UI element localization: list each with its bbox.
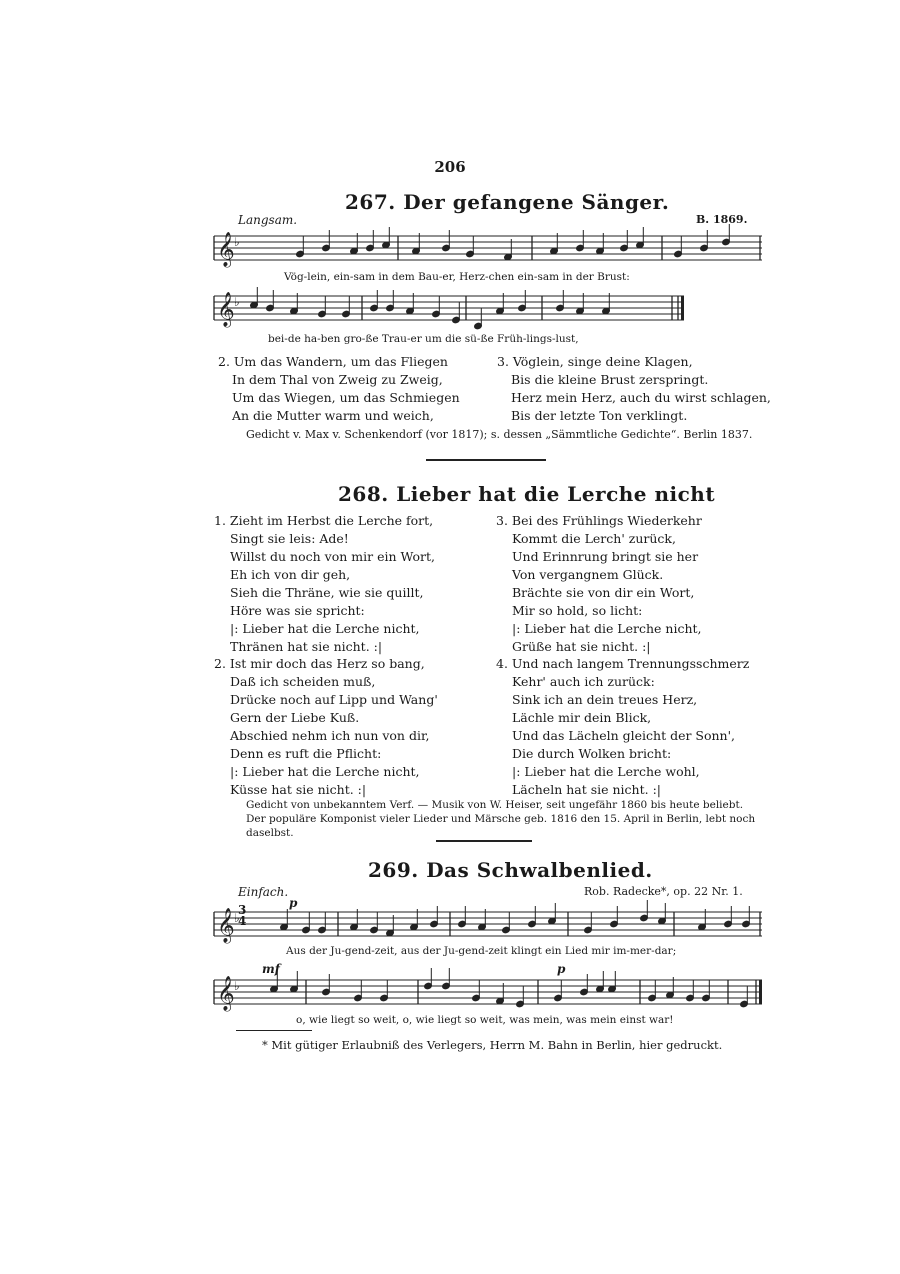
stanza-line: Thränen hat sie nicht. :| xyxy=(230,639,383,654)
stanza-line: 3. Vöglein, singe deine Klagen, xyxy=(497,354,693,369)
section-divider xyxy=(426,459,546,461)
stanza-line: Abschied nehm ich nun von dir, xyxy=(230,728,430,743)
dynamic-mf: mf xyxy=(262,962,280,976)
song-269-staff-2 xyxy=(214,976,762,1010)
stanza-line: Lächle mir dein Blick, xyxy=(512,710,652,725)
song-269-lyrics-line-2: o, wie liegt so weit, o, wie liegt so weit, was mein, was mein einst war! xyxy=(296,1014,674,1026)
stanza-line: Gern der Liebe Kuß. xyxy=(230,710,360,725)
song-267-composer: B. 1869. xyxy=(696,213,748,226)
stanza-line: Eh ich von dir geh, xyxy=(230,567,351,582)
stanza-line: Singt sie leis: Ade! xyxy=(230,531,349,546)
song-267-heading xyxy=(345,190,669,214)
stanza-line: Kehr' auch ich zurück: xyxy=(512,674,655,689)
time-signature-bottom: 4 xyxy=(238,914,247,928)
flat-sign-icon: ♭ xyxy=(234,295,240,309)
flat-sign-icon: ♭ xyxy=(234,979,240,993)
dynamic-p-1: p xyxy=(289,896,298,910)
stanza-line: Bis der letzte Ton verklingt. xyxy=(511,408,688,423)
stanza-line: Und Erinnrung bringt sie her xyxy=(512,549,699,564)
stanza-line: Sieh die Thräne, wie sie quillt, xyxy=(230,585,424,600)
stanza-line: Die durch Wolken bricht: xyxy=(512,746,672,761)
stanza-line: Herz mein Herz, auch du wirst schlagen, xyxy=(511,390,771,405)
time-signature-top: 3 xyxy=(238,903,247,917)
song-268-footnote: Gedicht von unbekanntem Verf. — Musik von W. Heiser, seit ungefähr 1860 bis heute beliebt. Der populäre Komponist vieler Lieder und Märsche geb. 1816 den 15. April in Berlin, lebt noch daselbst. xyxy=(246,799,756,839)
song-267-footnote: Gedicht v. Max v. Schenkendorf (vor 1817); s. dessen „Sämmtliche Gedichte“. Berlin 1837. xyxy=(246,428,753,441)
stanza-line: 1. Zieht im Herbst die Lerche fort, xyxy=(214,513,434,528)
song-269-staff-1 xyxy=(214,908,762,942)
song-268-stanza-2 xyxy=(214,655,438,799)
stanza-line: Mir so hold, so licht: xyxy=(512,603,643,618)
song-269-heading xyxy=(368,858,653,882)
stanza-line: 4. Und nach langem Trennungsschmerz xyxy=(496,656,750,671)
footnote-divider xyxy=(236,1030,312,1031)
song-268-number: 268. xyxy=(338,482,389,506)
stanza-line: |: Lieber hat die Lerche wohl, xyxy=(512,764,700,779)
stanza-line: Sink ich an dein treues Herz, xyxy=(512,692,698,707)
song-268-heading xyxy=(338,482,715,506)
stanza-line: Drücke noch auf Lipp und Wang' xyxy=(230,692,438,707)
stanza-line: In dem Thal von Zweig zu Zweig, xyxy=(232,372,443,387)
stanza-line: |: Lieber hat die Lerche nicht, xyxy=(230,621,420,636)
stanza-line: Willst du noch von mir ein Wort, xyxy=(230,549,435,564)
stanza-line: 2. Ist mir doch das Herz so bang, xyxy=(214,656,425,671)
treble-clef-icon: 𝄞 xyxy=(217,292,235,327)
song-269-composer: Rob. Radecke*, op. 22 Nr. 1. xyxy=(584,885,743,898)
stanza-line: 3. Bei des Frühlings Wiederkehr xyxy=(496,513,702,528)
stanza-line: Brächte sie von dir ein Wort, xyxy=(512,585,695,600)
song-269-title: Das Schwalbenlied. xyxy=(426,858,653,882)
song-269-lyrics-line-1: Aus der Ju-gend-zeit, aus der Ju-gend-zeit klingt ein Lied mir im-mer-dar; xyxy=(286,945,677,957)
stanza-line: Höre was sie spricht: xyxy=(230,603,365,618)
song-267-lyrics-line-1: Vög-lein, ein-sam in dem Bau-er, Herz-chen ein-sam in der Brust: xyxy=(284,271,630,283)
stanza-line: Küsse hat sie nicht. :| xyxy=(230,782,367,797)
stanza-line: 2. Um das Wandern, um das Fliegen xyxy=(218,354,448,369)
stanza-line: Lächeln hat sie nicht. :| xyxy=(512,782,661,797)
song-267-lyrics-line-2: bei-de ha-ben gro-ße Trau-er um die sü-ße Früh-lings-lust, xyxy=(268,333,579,345)
song-269-footnote: * Mit gütiger Erlaubniß des Verlegers, Herrn M. Bahn in Berlin, hier gedruckt. xyxy=(262,1038,723,1052)
stanza-line: Kommt die Lerch' zurück, xyxy=(512,531,676,546)
song-267-stanza-2 xyxy=(218,353,460,425)
stanza-line: Von vergangnem Glück. xyxy=(512,567,664,582)
song-267-stanza-3 xyxy=(497,353,771,425)
page-number: 206 xyxy=(434,158,466,176)
flat-sign-icon: ♭ xyxy=(234,235,240,249)
song-268-title: Lieber hat die Lerche nicht xyxy=(396,482,716,506)
time-signature xyxy=(238,905,246,927)
treble-clef-icon: 𝄞 xyxy=(217,908,235,943)
song-267-staff-2 xyxy=(214,292,684,326)
stanza-line: An die Mutter warm und weich, xyxy=(232,408,434,423)
stanza-line: Denn es ruft die Pflicht: xyxy=(230,746,382,761)
stanza-line: |: Lieber hat die Lerche nicht, xyxy=(230,764,420,779)
song-267-staff-1 xyxy=(214,232,762,266)
song-269-tempo: Einfach. xyxy=(238,885,289,899)
stanza-line: Um das Wiegen, um das Schmiegen xyxy=(232,390,460,405)
treble-clef-icon: 𝄞 xyxy=(217,976,235,1011)
song-267-tempo: Langsam. xyxy=(238,213,298,227)
song-267-number: 267. xyxy=(345,190,396,214)
stanza-line: |: Lieber hat die Lerche nicht, xyxy=(512,621,702,636)
stanza-line: Bis die kleine Brust zerspringt. xyxy=(511,372,709,387)
song-268-stanza-1 xyxy=(214,512,435,656)
stanza-line: Grüße hat sie nicht. :| xyxy=(512,639,651,654)
treble-clef-icon: 𝄞 xyxy=(217,232,235,267)
song-267-title: Der gefangene Sänger. xyxy=(403,190,670,214)
song-268-stanza-3 xyxy=(496,512,702,656)
song-269-number: 269. xyxy=(368,858,419,882)
dynamic-p-2: p xyxy=(557,962,566,976)
section-divider xyxy=(436,840,532,842)
stanza-line: Daß ich scheiden muß, xyxy=(230,674,376,689)
flat-sign-icon: ♭ xyxy=(234,911,240,925)
song-268-stanza-4 xyxy=(496,655,749,799)
stanza-line: Und das Lächeln gleicht der Sonn', xyxy=(512,728,736,743)
